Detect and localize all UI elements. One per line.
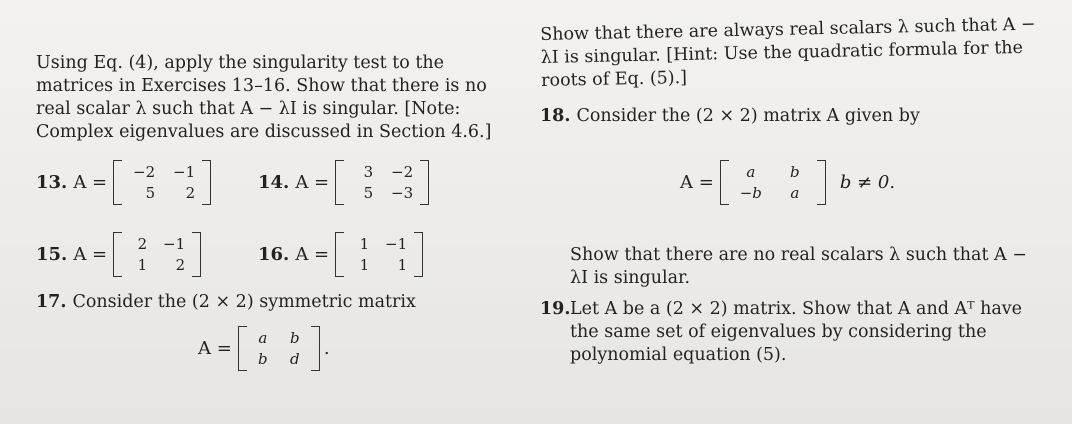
exercise-19 xyxy=(540,298,1040,367)
matrix-cell: −2 xyxy=(133,163,156,181)
exercise-17-lhs: A = xyxy=(198,338,232,359)
exercise-19-text: Let A be a (2 × 2) matrix. Show that A and Aᵀ have the same set of eigenvalues by considering the polynomial equation (5). xyxy=(570,299,1023,365)
exercise-13-label: 13. xyxy=(36,172,68,193)
bracket-right xyxy=(420,160,429,205)
exercise-14 xyxy=(258,160,429,205)
matrix-cell: −1 xyxy=(173,163,196,181)
matrix-cell: −3 xyxy=(391,184,414,202)
bracket-left xyxy=(335,232,344,277)
exercise-19-label: 19. xyxy=(540,299,571,319)
matrix-cell: 1 xyxy=(359,235,370,253)
exercise-14-label: 14. xyxy=(258,172,290,193)
matrix-cell: 2 xyxy=(137,235,148,253)
bracket-left xyxy=(113,232,122,277)
matrix-cell: 2 xyxy=(175,256,186,274)
exercise-18-label: 18. xyxy=(540,106,571,126)
matrix-cell: d xyxy=(290,350,300,368)
bracket-left xyxy=(720,160,729,205)
bracket-right xyxy=(311,326,320,371)
exercise-17-label: 17. xyxy=(36,292,67,312)
exercise-15-label: 15. xyxy=(36,244,68,265)
exercise-16 xyxy=(258,232,423,277)
bracket-left xyxy=(113,160,122,205)
exercise-18-after-text: Show that there are no real scalars λ such that A − λI is singular. xyxy=(570,245,1027,288)
matrix-cell: 1 xyxy=(137,256,148,274)
matrix-15 xyxy=(113,232,201,277)
exercise-13-lhs: A = xyxy=(73,172,108,193)
right-top-text: Show that there are always real scalars λ such that A − λI is singular. [Hint: Use the quadratic formula for the roots of Eq. (5).] xyxy=(540,14,1036,91)
matrix-cell: b xyxy=(790,163,800,181)
exercise-17-trail: . xyxy=(323,338,330,359)
exercise-13 xyxy=(36,160,211,205)
matrix-cell: a xyxy=(746,163,756,181)
matrix-cell: b xyxy=(258,350,268,368)
matrix-cell: −1 xyxy=(385,235,408,253)
exercise-18-condition: b ≠ 0. xyxy=(839,172,896,193)
exercise-17 xyxy=(36,292,416,312)
matrix-cell: 5 xyxy=(363,184,374,202)
exercise-intro xyxy=(36,52,506,144)
matrix-cell: a xyxy=(258,329,268,347)
exercise-18-lhs: A = xyxy=(680,172,714,193)
intro-text: Using Eq. (4), apply the singularity test to the matrices in Exercises 13–16. Show that there is no real scalar λ such that A − λI is singular. [Note: Complex eigenvalues are discussed in Section 4.6.] xyxy=(36,53,492,142)
matrix-17 xyxy=(238,326,320,371)
bracket-right xyxy=(192,232,201,277)
exercise-18-intro xyxy=(540,106,920,126)
exercise-16-lhs: A = xyxy=(295,244,330,265)
matrix-cell: 3 xyxy=(363,163,374,181)
bracket-left xyxy=(238,326,247,371)
matrix-cell: 2 xyxy=(185,184,196,202)
bracket-right xyxy=(817,160,826,205)
exercise-18-after xyxy=(570,244,1040,290)
exercise-14-lhs: A = xyxy=(295,172,330,193)
exercise-17-equation xyxy=(198,326,330,371)
matrix-cell: −b xyxy=(739,184,762,202)
exercise-15 xyxy=(36,232,201,277)
bracket-right xyxy=(414,232,423,277)
bracket-right xyxy=(202,160,211,205)
exercise-17-text: Consider the (2 × 2) symmetric matrix xyxy=(72,292,416,312)
matrix-16 xyxy=(335,232,423,277)
matrix-cell: 5 xyxy=(145,184,156,202)
exercise-18-text: Consider the (2 × 2) matrix A given by xyxy=(576,106,920,126)
matrix-14 xyxy=(335,160,429,205)
exercise-15-lhs: A = xyxy=(73,244,108,265)
matrix-cell: −1 xyxy=(163,235,186,253)
matrix-cell: a xyxy=(790,184,800,202)
matrix-cell: 1 xyxy=(397,256,408,274)
matrix-cell: −2 xyxy=(391,163,414,181)
matrix-13 xyxy=(113,160,211,205)
exercise-17-continued xyxy=(540,14,1041,93)
exercise-16-label: 16. xyxy=(258,244,290,265)
matrix-18 xyxy=(720,160,826,205)
matrix-cell: 1 xyxy=(359,256,370,274)
exercise-18-equation xyxy=(680,160,895,205)
matrix-cell: b xyxy=(290,329,300,347)
bracket-left xyxy=(335,160,344,205)
